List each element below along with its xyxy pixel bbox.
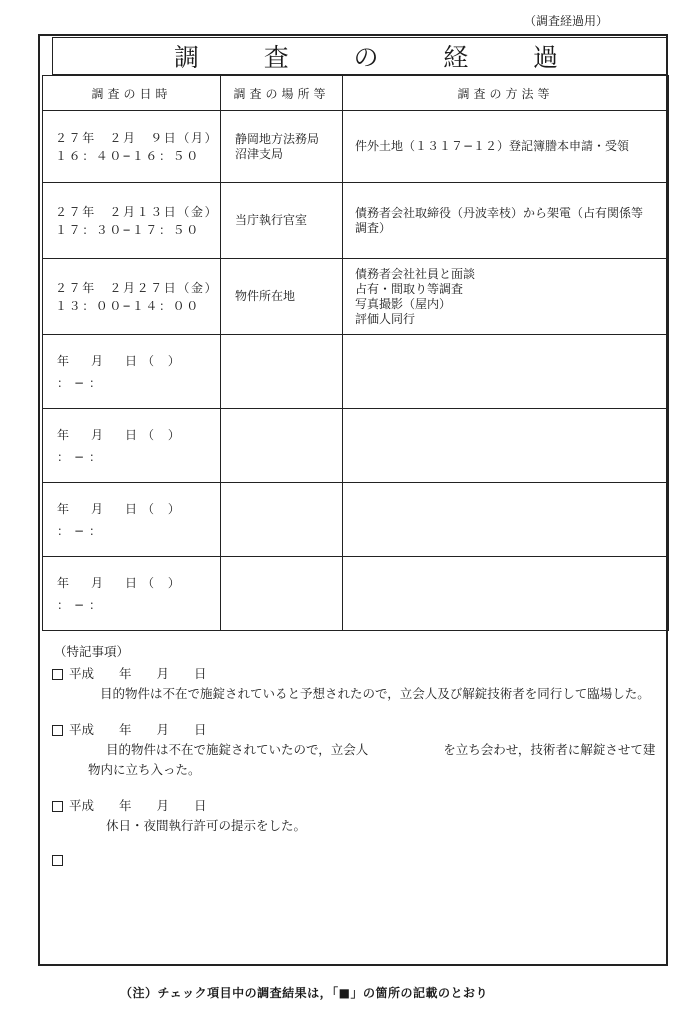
table-row (43, 111, 669, 183)
footer-note: （注）チェック項目中の調査結果は，「■」の箇所の記載のとおり (120, 986, 488, 1000)
method-line: 評価人同行 (355, 311, 416, 326)
place-cell (221, 183, 343, 259)
note-item-date (52, 796, 207, 814)
title-char: 経 (443, 43, 469, 72)
time-line: ：−： (57, 597, 107, 612)
place-cell (221, 483, 343, 557)
time-line: ：−： (57, 523, 107, 538)
title-char: 過 (532, 43, 558, 72)
note-date: 平成 年 月 日 (69, 798, 207, 813)
place-line: 沼津支局 (235, 146, 284, 161)
date-cell (43, 335, 221, 409)
title-char: 調 (174, 43, 200, 72)
table-row (43, 557, 669, 631)
title-char: の (353, 43, 379, 72)
checkbox[interactable] (52, 725, 63, 736)
date-cell (43, 111, 221, 183)
place-line: 当庁執行官室 (235, 213, 308, 227)
place-cell (221, 409, 343, 483)
note-item-empty (52, 852, 69, 867)
date-cell (43, 409, 221, 483)
time-line: ：−： (57, 449, 107, 464)
date-cell (43, 483, 221, 557)
note-date: 平成 年 月 日 (69, 666, 207, 681)
place-cell (221, 557, 343, 631)
title-char: 査 (263, 43, 289, 72)
date-line: 年 月 日（ ） (57, 575, 185, 590)
method-line: 占有・間取り等調査 (355, 281, 464, 296)
place-cell (221, 335, 343, 409)
method-line: 調査） (355, 220, 392, 235)
page-title (52, 38, 668, 74)
checkbox[interactable] (52, 669, 63, 680)
date-line: ２７年 ２月２７日（金） (55, 280, 219, 295)
place-cell (221, 259, 343, 335)
date-line: ２７年 ２月１３日（金） (55, 204, 219, 219)
place-line: 物件所在地 (235, 289, 296, 303)
note-date: 平成 年 月 日 (69, 722, 207, 737)
header-method: 調査の方法等 (343, 76, 669, 111)
notes-heading: （特記事項） (54, 644, 130, 659)
method-line: 債務者会社社員と面談 (355, 266, 476, 281)
header-place: 調査の場所等 (221, 76, 343, 111)
date-cell (43, 259, 221, 335)
method-cell (343, 111, 669, 183)
table-row (43, 259, 669, 335)
note-text: 物内に立ち入った。 (88, 762, 201, 777)
table-row (43, 335, 669, 409)
checkbox[interactable] (52, 855, 63, 866)
time-line: １７：３０−１７：５０ (55, 222, 200, 237)
note-item-date (52, 664, 207, 682)
place-cell (221, 111, 343, 183)
date-line: 年 月 日（ ） (57, 353, 185, 368)
method-cell (343, 259, 669, 335)
checkbox[interactable] (52, 801, 63, 812)
table-row (43, 409, 669, 483)
form-label: （調査経過用） (523, 14, 608, 28)
place-line: 静岡地方法務局 (235, 131, 320, 146)
table-header-row (43, 76, 669, 111)
survey-table (42, 75, 669, 631)
method-line: 件外土地（１３１７−１２）登記簿謄本申請・受領 (355, 139, 630, 153)
table-row (43, 483, 669, 557)
note-text: 目的物件は不在で施錠されていると予想されたので，立会人及び解錠技術者を同行して臨場した。 (100, 686, 650, 701)
method-line: 債務者会社取締役（丹波幸枝）から架電（占有関係等 (355, 205, 644, 220)
note-text: 休日・夜間執行許可の提示をした。 (106, 818, 307, 833)
time-line: １３：００−１４：００ (55, 298, 200, 313)
method-cell (343, 557, 669, 631)
method-cell (343, 483, 669, 557)
date-line: ２７年 ２月 ９日（月） (55, 130, 219, 145)
date-cell (43, 557, 221, 631)
header-date: 調査の日時 (43, 76, 221, 111)
time-line: ：−： (57, 375, 107, 390)
note-item-date (52, 720, 207, 738)
date-cell (43, 183, 221, 259)
method-line: 写真撮影（屋内） (355, 296, 452, 311)
date-line: 年 月 日（ ） (57, 427, 185, 442)
method-cell (343, 335, 669, 409)
method-cell (343, 183, 669, 259)
note-text: 目的物件は不在で施錠されていたので，立会人 を立ち会わせ，技術者に解錠させて建 (106, 742, 656, 757)
table-row (43, 183, 669, 259)
method-cell (343, 409, 669, 483)
time-line: １６：４０−１６：５０ (55, 148, 200, 163)
date-line: 年 月 日（ ） (57, 501, 185, 516)
